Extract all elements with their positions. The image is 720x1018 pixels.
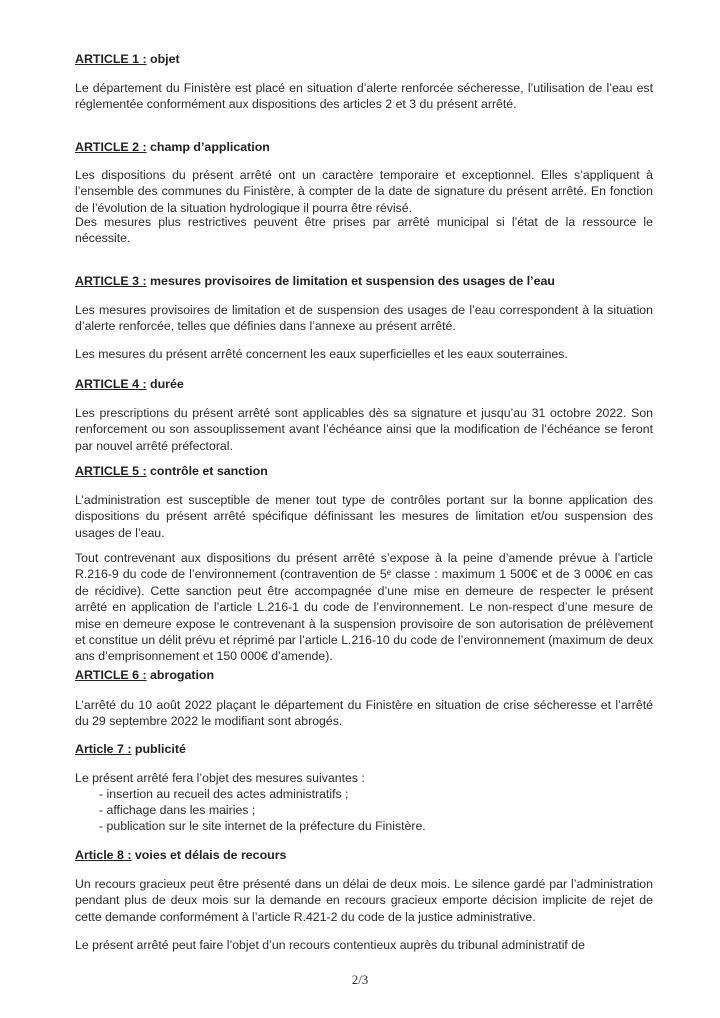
article-2-paragraph-1: Les dispositions du présent arrêté ont un caractère temporaire et exceptionnel. Elles s’appliquent à l’ensemble des communes du Finistère, à compter de la date de signature du présent arrêté. En fonction de l’évolution de la situation hydrologique il pourra être révisé.: [75, 168, 653, 215]
article-6-paragraph: L’arrêté du 10 août 2022 plaçant le département du Finistère en situation de crise sécheresse et l’arrêté du 29 septembre 2022 le modifiant sont abrogés.: [75, 698, 653, 729]
article-1-heading: ARTICLE 1 : objet: [75, 52, 180, 66]
article-8-paragraph-2: Le présent arrêté peut faire l’objet d’un recours contentieux auprès du tribunal administratif de: [75, 938, 585, 952]
article-6-heading: ARTICLE 6 : abrogation: [75, 668, 215, 682]
article-3-paragraph-1: Les mesures provisoires de limitation et de suspension des usages de l’eau correspondent à la situation d’alerte renforcée, telles que définies dans l’annexe au présent arrêté.: [75, 303, 653, 334]
article-8-heading: Article 8 : voies et délais de recours: [75, 848, 287, 862]
article-2-heading: ARTICLE 2 : champ d’application: [75, 140, 270, 154]
article-5-heading: ARTICLE 5 : contrôle et sanction: [75, 464, 268, 478]
article-8-paragraph-1: Un recours gracieux peut être présenté dans un délai de deux mois. Le silence gardé par l’administration pendant plus de deux mois sur la demande en recours gracieux emporte décision implicite de rejet de cette demande conformément à l’article R.421-2 du code de la justice administrative.: [75, 877, 653, 924]
list-item: - affichage dans les mairies ;: [99, 803, 256, 817]
article-4-paragraph: Les prescriptions du présent arrêté sont applicables dès sa signature et jusqu’au 31 octobre 2022. Son renforcement ou son assouplissement avant l’échéance ainsi que la modification de l’échéance se feront par nouvel arrêté préfectoral.: [75, 406, 653, 453]
article-2-paragraph-2: Des mesures plus restrictives peuvent être prises par arrêté municipal si l’état de la ressource le nécessite.: [75, 215, 653, 246]
article-3-heading: ARTICLE 3 : mesures provisoires de limitation et suspension des usages de l’eau: [75, 274, 555, 288]
page-number: 2/3: [351, 972, 369, 987]
list-item: - insertion au recueil des actes administratifs ;: [99, 787, 349, 801]
article-5-paragraph-2: Tout contrevenant aux dispositions du présent arrêté s’expose à la peine d’amende prévue à l’article R.216-9 du code de l’environnement (contravention de 5ᵉ classe : maximum 1 500€ et de 3 000€ en cas de récidive). Cette sanction peut être accompagnée d’une mise en demeure de respecter le présent arrêté en application de l’article L.216-1 du code de l’environnement. Le non-respect d’une mesure de mise en demeure expose le contrevenant à la suspension provisoire de son autorisation de prélèvement et constitue un délit prévu et réprimé par l’article L.216-10 du code de l’environnement (maximum de deux ans d’emprisonnement et 150 000€ d’amende).: [75, 551, 653, 664]
list-item: - publication sur le site internet de la préfecture du Finistère.: [99, 819, 426, 833]
article-5-paragraph-1: L’administration est susceptible de mener tout type de contrôles portant sur la bonne application des dispositions du présent arrêté spécifique définissant les mesures de limitation et/ou suspension des usages de l’eau.: [75, 493, 653, 540]
article-3-paragraph-2: Les mesures du présent arrêté concernent les eaux superficielles et les eaux souterraines.: [75, 347, 568, 361]
article-1-paragraph: Le département du Finistère est placé en situation d’alerte renforcée sécheresse, l’utilisation de l’eau est réglementée conformément aux dispositions des articles 2 et 3 du présent arrêté.: [75, 81, 653, 112]
article-7-paragraph: Le présent arrêté fera l’objet des mesures suivantes :: [75, 771, 365, 785]
article-7-heading: Article 7 : publicité: [75, 742, 186, 756]
article-4-heading: ARTICLE 4 : durée: [75, 377, 184, 391]
